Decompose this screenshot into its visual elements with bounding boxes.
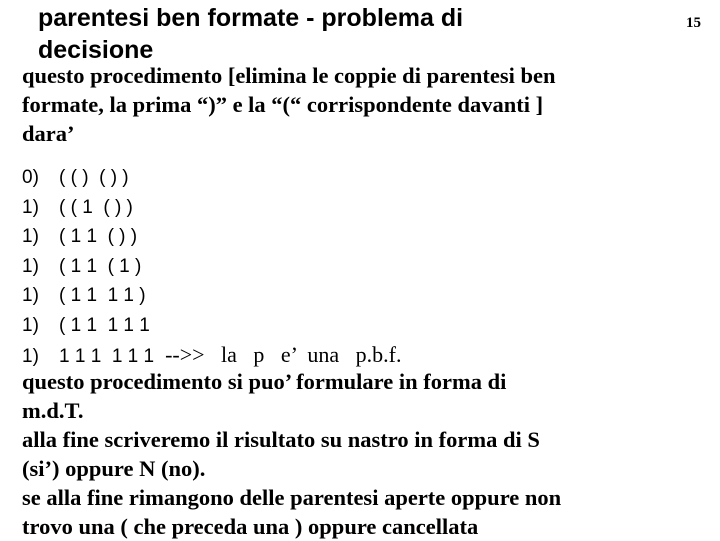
step-row — [22, 252, 401, 282]
step-number: 1) — [22, 255, 39, 277]
outro-line: trovo una ( che preceda una ) oppure cancellata — [22, 514, 479, 539]
step-sequence: 1 1 1 1 1 1 — [59, 346, 155, 367]
step-sequence: ( 1 1 1 1 ) — [59, 285, 146, 306]
outro-line: (si’) oppure N (no). — [22, 456, 206, 481]
slide-title-line-1: parentesi ben formate - problema di — [38, 4, 464, 32]
outro-paragraph — [22, 367, 712, 541]
intro-line: questo procedimento [elimina le coppie di parentesi ben — [22, 63, 556, 88]
step-sequence: ( 1 1 1 1 1 — [59, 314, 150, 336]
outro-line: questo procedimento si puo’ formulare in forma di — [22, 369, 507, 394]
outro-line: m.d.T. — [22, 398, 84, 423]
step-number: 1) — [22, 346, 39, 367]
intro-line: dara’ — [22, 121, 75, 146]
step-number: 1) — [22, 226, 39, 247]
slide-title-line-2: decisione — [38, 36, 154, 64]
outro-line: alla fine scriveremo il risultato su nastro in forma di S — [22, 427, 540, 452]
conclusion-text: -->> la p e’ una p.b.f. — [154, 342, 402, 367]
step-number: 1) — [22, 314, 39, 336]
step-row — [22, 311, 401, 341]
slide-title — [38, 2, 558, 66]
outro-line: se alla fine rimangono delle parentesi aperte oppure non — [22, 485, 562, 510]
step-number: 1) — [22, 285, 39, 306]
step-row — [22, 222, 401, 252]
step-sequence: ( ( 1 ( ) ) — [59, 196, 133, 218]
intro-line: formate, la prima “)” e la “(“ corrispondente davanti ] — [22, 92, 544, 117]
step-row — [22, 193, 401, 223]
page-number: 15 — [686, 15, 701, 31]
reduction-steps — [22, 163, 401, 370]
step-row — [22, 281, 401, 311]
step-sequence: ( 1 1 ( 1 ) — [59, 255, 142, 277]
step-sequence: ( 1 1 ( ) ) — [59, 226, 138, 247]
step-number: 1) — [22, 196, 39, 218]
step-sequence: ( ( ) ( ) ) — [59, 167, 129, 188]
final-step-row — [22, 340, 401, 370]
intro-paragraph — [22, 61, 712, 148]
step-number: 0) — [22, 167, 39, 188]
step-row — [22, 163, 401, 193]
